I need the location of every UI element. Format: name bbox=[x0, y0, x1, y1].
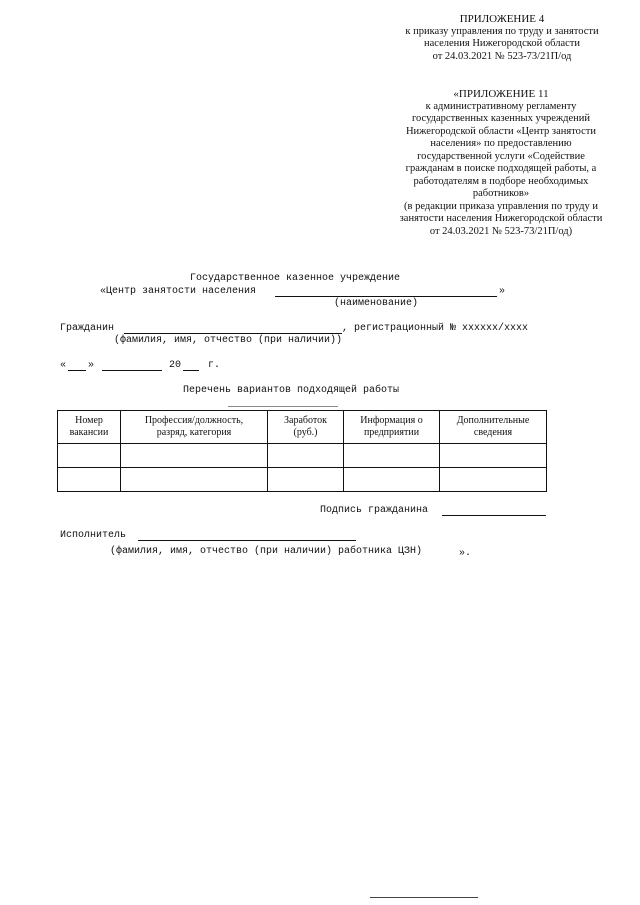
table-cell[interactable] bbox=[440, 468, 547, 492]
date-month-field[interactable] bbox=[102, 370, 162, 371]
citizen-caption: (фамилия, имя, отчество (при наличии)) bbox=[114, 335, 343, 346]
header-text: сведения bbox=[473, 427, 513, 438]
appendix-4-line: к приказу управления по труду и занятости bbox=[405, 25, 599, 37]
vacancies-table bbox=[57, 410, 547, 492]
appendix-4-line: от 24.03.2021 № 523-73/21П/од bbox=[432, 50, 572, 62]
executor-field[interactable] bbox=[138, 540, 356, 541]
signature-label: Подпись гражданина bbox=[320, 505, 429, 516]
institution-caption: (наименование) bbox=[334, 298, 419, 309]
table-cell[interactable] bbox=[440, 444, 547, 468]
header-profession bbox=[121, 411, 268, 444]
header-text: предприятии bbox=[363, 427, 420, 438]
scan-line-decoration bbox=[370, 897, 478, 898]
table-cell[interactable] bbox=[121, 444, 268, 468]
list-title: Перечень вариантов подходящей работы bbox=[183, 385, 400, 396]
appendix-11-line: работодателям в подборе необходимых bbox=[413, 175, 589, 187]
header-text: вакансии bbox=[69, 427, 109, 438]
date-open-quote: « bbox=[60, 360, 67, 371]
table-cell[interactable] bbox=[58, 468, 121, 492]
institution-name-field[interactable] bbox=[275, 296, 497, 297]
institution-name-suffix: » bbox=[499, 286, 506, 297]
date-year-prefix: 20 bbox=[169, 360, 182, 371]
table-cell[interactable] bbox=[344, 468, 440, 492]
table-cell[interactable] bbox=[58, 444, 121, 468]
table-cell[interactable] bbox=[344, 444, 440, 468]
table-cell[interactable] bbox=[121, 468, 268, 492]
header-text: Дополнительные bbox=[456, 415, 530, 426]
citizen-registration: , регистрационный № хххххх/хххх bbox=[342, 323, 529, 334]
executor-closing-quote: ». bbox=[459, 548, 472, 559]
appendix-4-block bbox=[392, 13, 612, 63]
table-row bbox=[58, 444, 547, 468]
table-row bbox=[58, 468, 547, 492]
header-text: Заработок bbox=[284, 415, 327, 426]
table-cell[interactable] bbox=[268, 468, 344, 492]
appendix-4-line: населения Нижегородской области bbox=[424, 38, 580, 49]
citizen-label: Гражданин bbox=[60, 323, 115, 334]
header-additional-info bbox=[440, 411, 547, 444]
appendix-11-line: Нижегородской области «Центр занятости bbox=[405, 125, 597, 137]
scan-line-decoration bbox=[228, 406, 338, 407]
appendix-4-title: ПРИЛОЖЕНИЕ 4 bbox=[459, 13, 545, 25]
institution-type: Государственное казенное учреждение bbox=[190, 273, 401, 284]
executor-label: Исполнитель bbox=[60, 530, 127, 541]
appendix-11-line: (в редакции приказа управления по труду и bbox=[404, 200, 598, 212]
date-close-quote: » bbox=[88, 360, 95, 371]
executor-caption: (фамилия, имя, отчество (при наличии) работника ЦЗН) bbox=[110, 546, 423, 557]
appendix-11-line: к административному регламенту bbox=[425, 100, 577, 112]
appendix-11-line: государственной услуги «Содействие bbox=[417, 150, 585, 162]
header-vacancy-number bbox=[58, 411, 121, 444]
appendix-11-line: работников» bbox=[472, 188, 530, 199]
header-text: (руб.) bbox=[293, 427, 318, 438]
header-company-info bbox=[344, 411, 440, 444]
appendix-11-line: гражданам в поиске подходящей работы, а bbox=[405, 163, 597, 174]
appendix-11-line: государственных казенных учреждений bbox=[411, 113, 591, 124]
institution-name-prefix: «Центр занятости населения bbox=[100, 286, 257, 297]
date-year-field[interactable] bbox=[183, 370, 199, 371]
table-cell[interactable] bbox=[268, 444, 344, 468]
appendix-11-line: занятости населения Нижегородской области bbox=[399, 213, 603, 224]
header-text: Профессия/должность, bbox=[144, 415, 244, 426]
header-salary bbox=[268, 411, 344, 444]
signature-field[interactable] bbox=[442, 515, 546, 516]
header-text: Номер bbox=[75, 415, 103, 426]
appendix-11-title: «ПРИЛОЖЕНИЕ 11 bbox=[453, 88, 549, 100]
appendix-11-line: от 24.03.2021 № 523-73/21П/од) bbox=[429, 225, 573, 237]
appendix-11-block bbox=[385, 88, 617, 238]
date-day-field[interactable] bbox=[68, 370, 86, 371]
citizen-name-field[interactable] bbox=[124, 333, 342, 334]
header-text: Информация о bbox=[360, 415, 423, 426]
date-year-suffix: г. bbox=[208, 360, 221, 371]
table-header-row bbox=[58, 411, 547, 444]
appendix-11-line: населения» по предоставлению bbox=[430, 138, 572, 149]
header-text: разряд, категория bbox=[156, 427, 232, 438]
